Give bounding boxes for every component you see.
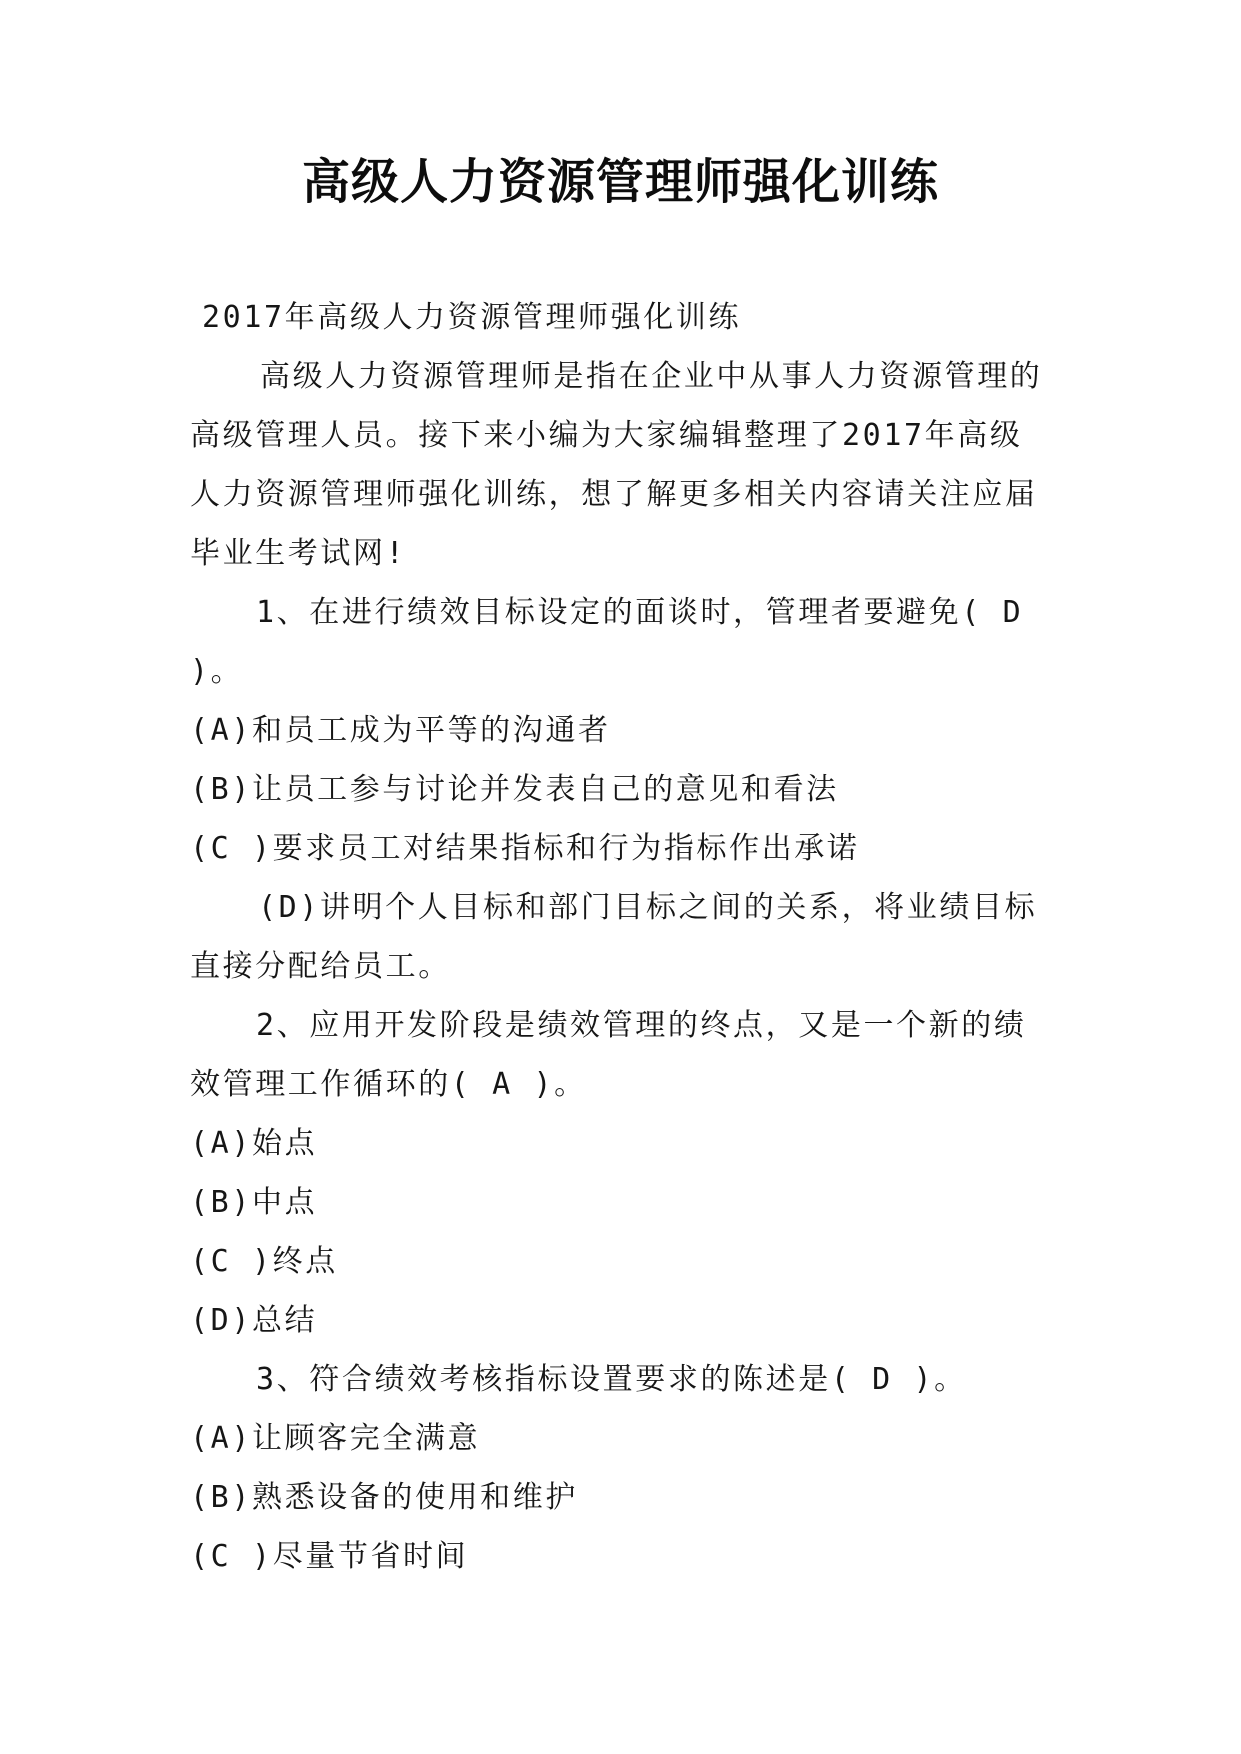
question-1-option-d: (D)讲明个人目标和部门目标之间的关系，将业绩目标直接分配给员工。: [190, 890, 1038, 984]
question-2-stem: 2、应用开发阶段是绩效管理的终点，又是一个新的绩效管理工作循环的( A )。: [190, 1008, 1027, 1102]
document-title: 高级人力资源管理师强化训练: [301, 154, 939, 210]
question-1-stem: 1、在进行绩效目标设定的面谈时，管理者要避免( D )。: [190, 595, 1024, 689]
question-3-option-b: (B)熟悉设备的使用和维护: [190, 1480, 578, 1515]
question-1-option-a: (A)和员工成为平等的沟通者: [190, 713, 611, 748]
question-3-option-c: (C )尽量节省时间: [190, 1539, 469, 1574]
document-subtitle: 2017年高级人力资源管理师强化训练: [202, 300, 742, 335]
question-2-option-d: (D)总结: [190, 1303, 318, 1338]
intro-paragraph: 高级人力资源管理师是指在企业中从事人力资源管理的高级管理人员。接下来小编为大家编辑整理了2017年高级人力资源管理师强化训练，想了解更多相关内容请关注应届毕业生考试网!: [190, 359, 1043, 571]
question-2-option-a: (A)始点: [190, 1126, 318, 1161]
question-3-option-a: (A)让顾客完全满意: [190, 1421, 481, 1456]
question-3-stem: 3、符合绩效考核指标设置要求的陈述是( D )。: [256, 1362, 967, 1397]
question-1-option-b: (B)让员工参与讨论并发表自己的意见和看法: [190, 772, 839, 807]
question-2-option-c: (C )终点: [190, 1244, 338, 1279]
document-body: [190, 288, 1052, 1586]
question-2-option-b: (B)中点: [190, 1185, 318, 1220]
question-1-option-c: (C )要求员工对结果指标和行为指标作出承诺: [190, 831, 860, 866]
